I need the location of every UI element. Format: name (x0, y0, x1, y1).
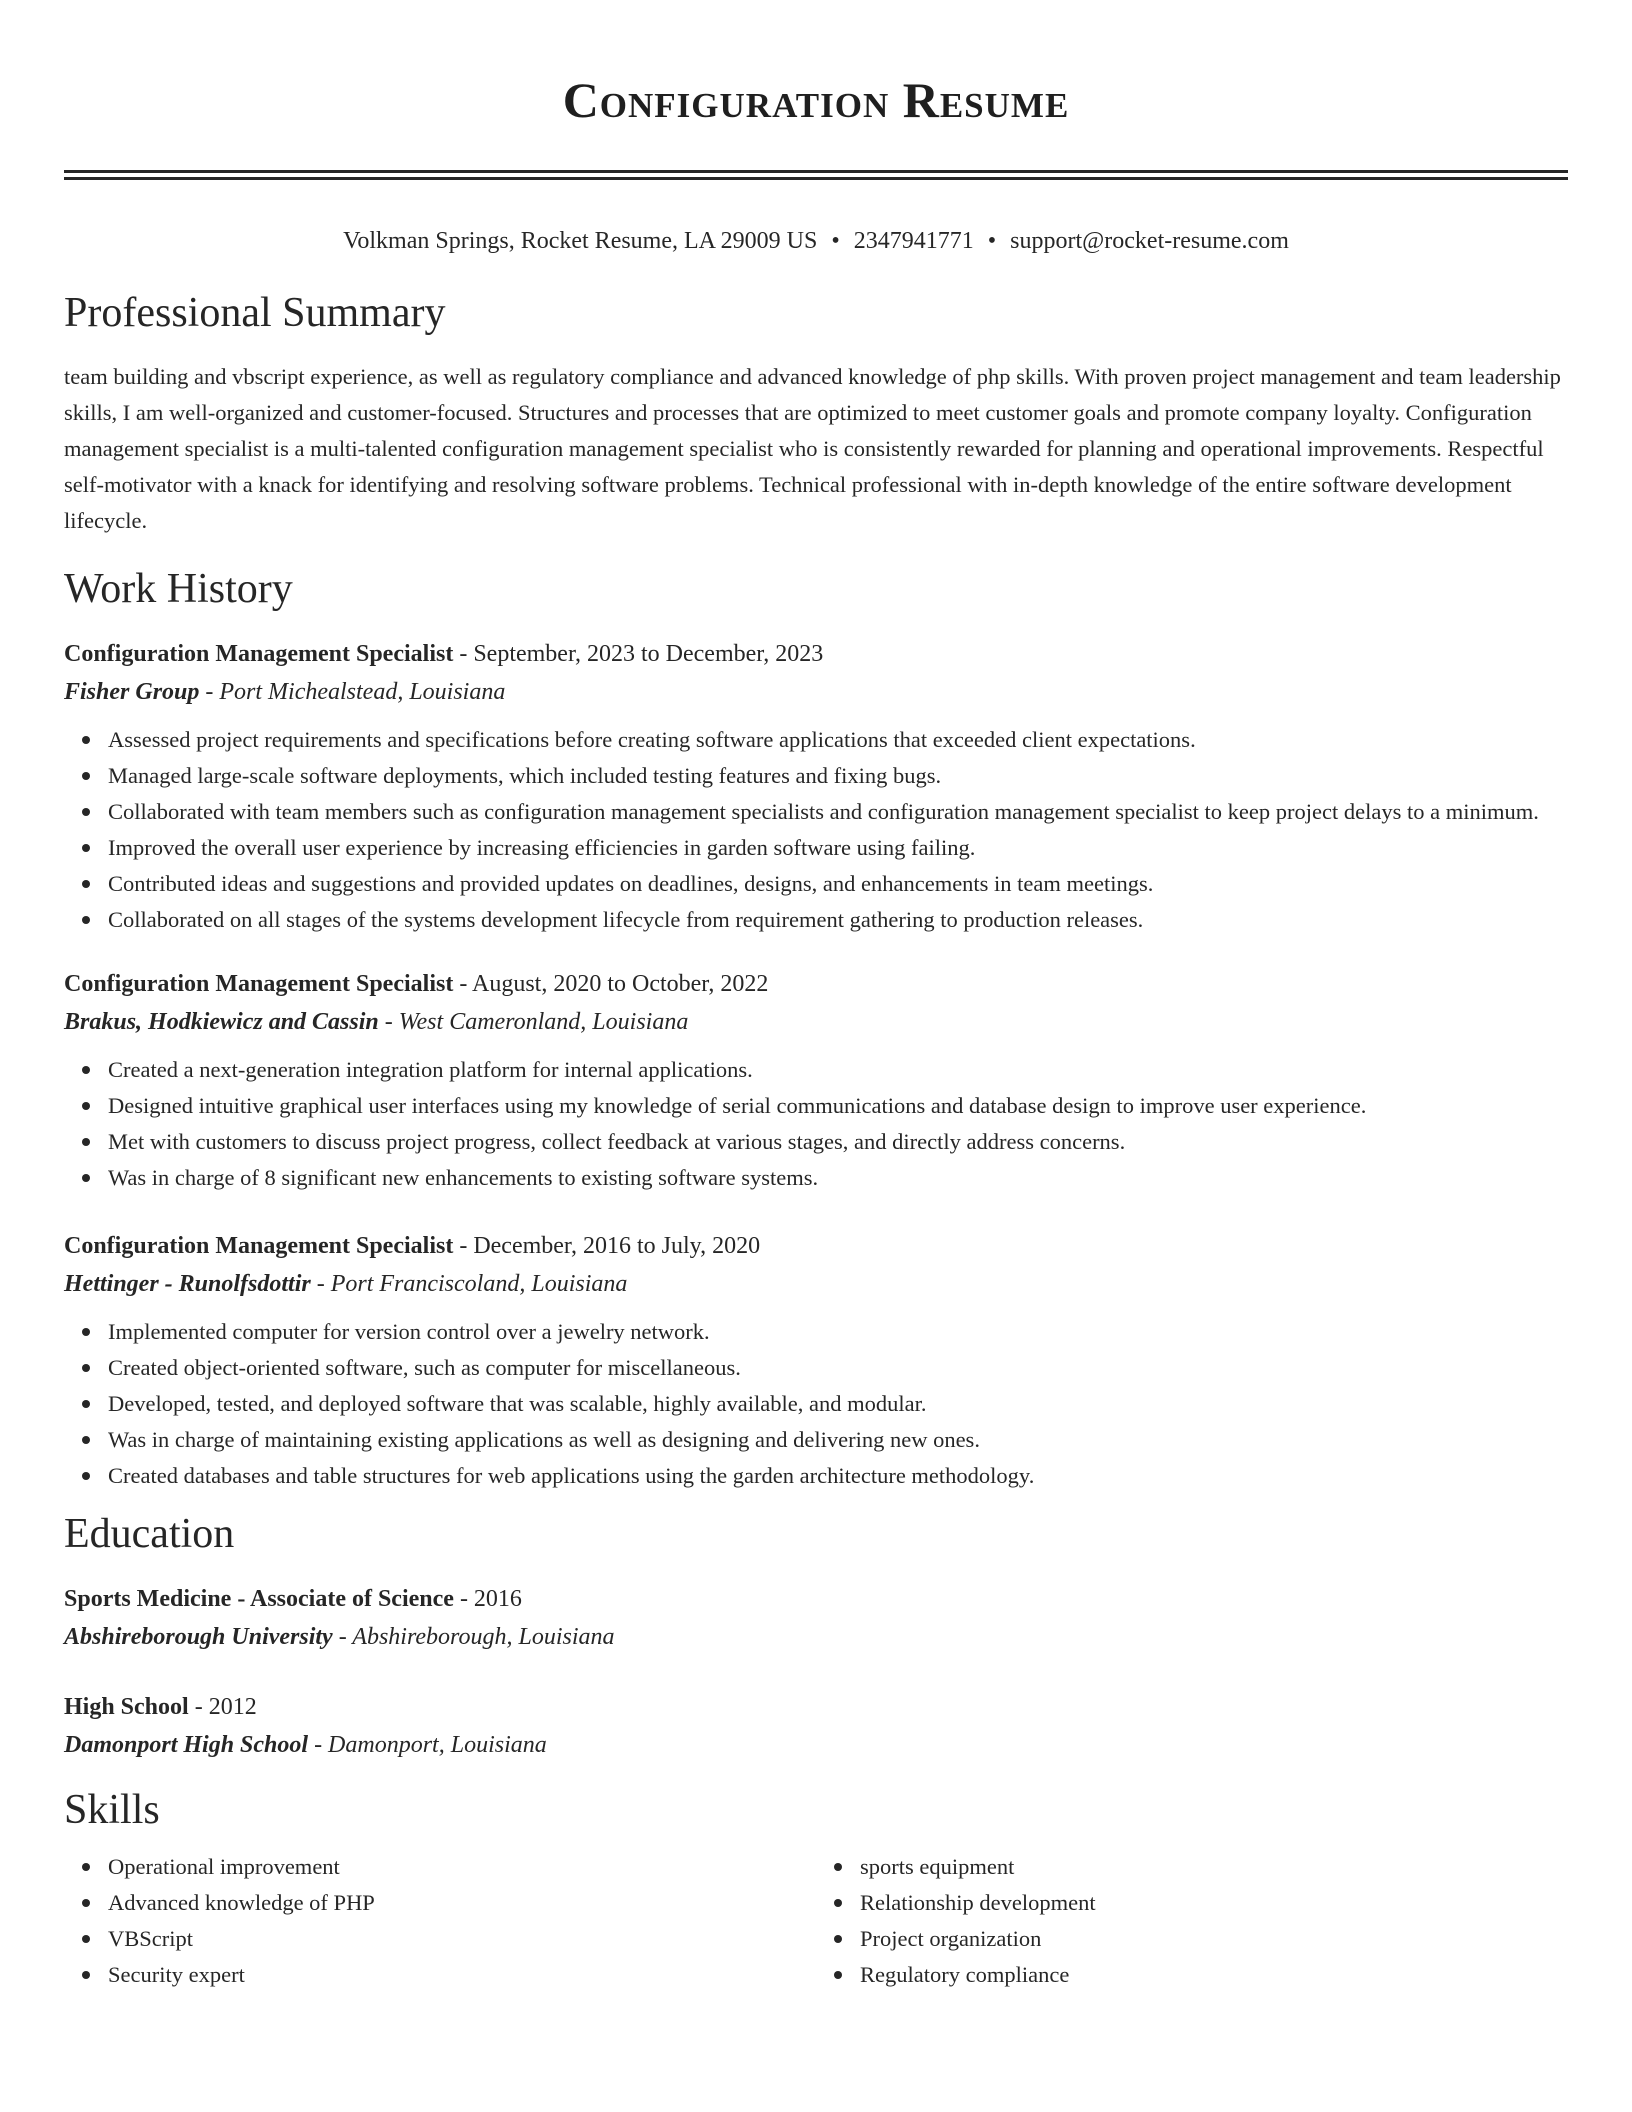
bullet-dot-icon (82, 772, 90, 780)
list-item-text: Designed intuitive graphical user interfaces using my knowledge of serial communications and database design to improve user experience. (108, 1093, 1367, 1118)
job-dates: - September, 2023 to December, 2023 (453, 641, 824, 667)
job-role: Configuration Management Specialist (64, 641, 454, 667)
list-item (108, 1350, 1568, 1386)
job-entry (64, 635, 1568, 938)
education-location: - Damonport, Louisiana (308, 1732, 547, 1758)
list-item (108, 1160, 1568, 1196)
summary-heading: Professional Summary (64, 290, 446, 336)
bullet-dot-icon (82, 1174, 90, 1182)
skill-text: Project organization (860, 1926, 1042, 1951)
bullet-dot-icon (82, 808, 90, 816)
list-item-text: Was in charge of maintaining existing applications as well as designing and delivering new ones. (108, 1427, 980, 1452)
list-item (108, 1458, 1568, 1494)
education-school: Damonport High School (64, 1732, 309, 1758)
skill-item (860, 1849, 1568, 1885)
list-item-text: Contributed ideas and suggestions and provided updates on deadlines, designs, and enhancements in team meetings. (108, 871, 1154, 896)
job-company-line (64, 1003, 1568, 1041)
bullet-dot-icon (82, 1364, 90, 1372)
job-bullets (64, 1314, 1568, 1494)
job-company: Hettinger - Runolfsdottir (64, 1271, 311, 1297)
contact-separator: • (987, 228, 997, 254)
job-location: - Port Franciscoland, Louisiana (310, 1271, 628, 1297)
job-bullets (64, 722, 1568, 938)
bullet-dot-icon (82, 1436, 90, 1444)
skills-heading: Skills (64, 1787, 160, 1833)
job-company: Fisher Group (64, 679, 200, 705)
job-role-line (64, 965, 1568, 1003)
list-item-text: Created databases and table structures for web applications using the garden architecture methodology. (108, 1463, 1035, 1488)
skill-item (108, 1849, 816, 1885)
skill-text: VBScript (108, 1926, 194, 1951)
bullet-dot-icon (82, 1102, 90, 1110)
skill-item (108, 1885, 816, 1921)
list-item-text: Met with customers to discuss project progress, collect feedback at various stages, and directly address concerns. (108, 1129, 1126, 1154)
bullet-dot-icon (82, 916, 90, 924)
bullet-dot-icon (82, 1400, 90, 1408)
skill-item (108, 1957, 816, 1993)
skill-text: Operational improvement (108, 1854, 340, 1879)
skill-item (860, 1957, 1568, 1993)
bullet-dot-icon (82, 1472, 90, 1480)
job-location: - West Cameronland, Louisiana (378, 1009, 689, 1035)
education-heading: Education (64, 1511, 235, 1557)
education-school: Abshireborough University (64, 1624, 333, 1650)
skills-grid (64, 1849, 1568, 1993)
bullet-dot-icon (82, 1935, 90, 1943)
list-item-text: Collaborated with team members such as configuration management specialists and configuration management specialist to keep project delays to a minimum. (108, 799, 1539, 824)
contact-email: support@rocket-resume.com (1010, 228, 1289, 254)
list-item (108, 1088, 1568, 1124)
work-history-heading: Work History (64, 566, 293, 612)
education-entry (64, 1688, 1568, 1764)
skills-right-column (816, 1849, 1568, 1993)
bullet-dot-icon (82, 1863, 90, 1871)
contact-phone: 2347941771 (853, 228, 974, 254)
skills-left-column (64, 1849, 816, 1993)
skill-text: sports equipment (860, 1854, 1015, 1879)
education-school-line (64, 1726, 1568, 1764)
bullet-dot-icon (834, 1863, 842, 1871)
bullet-dot-icon (82, 1971, 90, 1979)
resume-title: Configuration Resume (562, 72, 1070, 128)
job-role: Configuration Management Specialist (64, 971, 454, 997)
job-entry (64, 1227, 1568, 1494)
skill-item (108, 1921, 816, 1957)
list-item-text: Created object-oriented software, such as computer for miscellaneous. (108, 1355, 741, 1380)
list-item (108, 830, 1568, 866)
education-entry (64, 1580, 1568, 1656)
bullet-dot-icon (834, 1971, 842, 1979)
contact-separator: • (831, 228, 840, 254)
list-item (108, 1314, 1568, 1350)
job-bullets (64, 1052, 1568, 1196)
job-location: - Port Michealstead, Louisiana (199, 679, 506, 705)
list-item-text: Collaborated on all stages of the systems development lifecycle from requirement gathering to production releases. (108, 907, 1144, 932)
bullet-dot-icon (82, 1899, 90, 1907)
list-item (108, 1124, 1568, 1160)
skill-item (860, 1885, 1568, 1921)
education-degree-line (64, 1580, 1568, 1618)
education-degree: Sports Medicine - Associate of Science (64, 1586, 454, 1612)
job-company: Brakus, Hodkiewicz and Cassin (64, 1009, 379, 1035)
job-role-line (64, 1227, 1568, 1265)
skill-text: Relationship development (860, 1890, 1096, 1915)
bullet-dot-icon (82, 1138, 90, 1146)
list-item-text: Developed, tested, and deployed software that was scalable, highly available, and modular. (108, 1391, 927, 1416)
list-item-text: Assessed project requirements and specifications before creating software applications that exceeded client expectations. (108, 727, 1196, 752)
job-dates: - August, 2020 to October, 2022 (453, 971, 769, 997)
skill-text: Advanced knowledge of PHP (108, 1890, 375, 1915)
list-item-text: Was in charge of 8 significant new enhancements to existing software systems. (108, 1165, 819, 1190)
job-dates: - December, 2016 to July, 2020 (453, 1233, 761, 1259)
list-item (108, 1386, 1568, 1422)
bullet-dot-icon (82, 880, 90, 888)
list-item-text: Managed large-scale software deployments, which included testing features and fixing bugs. (108, 763, 942, 788)
education-location: - Abshireborough, Louisiana (332, 1624, 615, 1650)
job-role: Configuration Management Specialist (64, 1233, 454, 1259)
bullet-dot-icon (82, 1066, 90, 1074)
bullet-dot-icon (82, 1328, 90, 1336)
summary-text: team building and vbscript experience, as well as regulatory compliance and advanced knowledge of php skills. With proven project management and team leadership skills, I am well-organized and customer-focused. Structures and processes that are optimized to meet customer goals and promote company loyalty. Configuration management specialist is a multi-talented configuration management specialist who is consistently rewarded for planning and operational improvements. Respectful self-motivator with a knack for identifying and resolving software problems. Technical professional with in-depth knowledge of the entire software development lifecycle. (64, 364, 1561, 533)
skill-text: Security expert (108, 1962, 245, 1987)
list-item (108, 1422, 1568, 1458)
skill-text: Regulatory compliance (860, 1962, 1070, 1987)
skill-item (860, 1921, 1568, 1957)
education-degree: High School (64, 1694, 189, 1720)
education-year: - 2016 (453, 1586, 522, 1612)
bullet-dot-icon (82, 844, 90, 852)
education-degree-line (64, 1688, 1568, 1726)
education-school-line (64, 1618, 1568, 1656)
job-role-line (64, 635, 1568, 673)
list-item (108, 1052, 1568, 1088)
job-company-line (64, 1265, 1568, 1303)
list-item-text: Created a next-generation integration platform for internal applications. (108, 1057, 753, 1082)
list-item (108, 866, 1568, 902)
list-item-text: Implemented computer for version control over a jewelry network. (108, 1319, 710, 1344)
title-double-rule (64, 170, 1568, 180)
bullet-dot-icon (834, 1935, 842, 1943)
contact-line (64, 226, 1568, 256)
list-item (108, 902, 1568, 938)
list-item (108, 758, 1568, 794)
list-item (108, 722, 1568, 758)
list-item (108, 794, 1568, 830)
contact-address: Volkman Springs, Rocket Resume, LA 29009 US (343, 228, 818, 254)
job-entry (64, 965, 1568, 1196)
list-item-text: Improved the overall user experience by increasing efficiencies in garden software using failing. (108, 835, 976, 860)
bullet-dot-icon (82, 736, 90, 744)
job-company-line (64, 673, 1568, 711)
bullet-dot-icon (834, 1899, 842, 1907)
education-year: - 2012 (188, 1694, 257, 1720)
